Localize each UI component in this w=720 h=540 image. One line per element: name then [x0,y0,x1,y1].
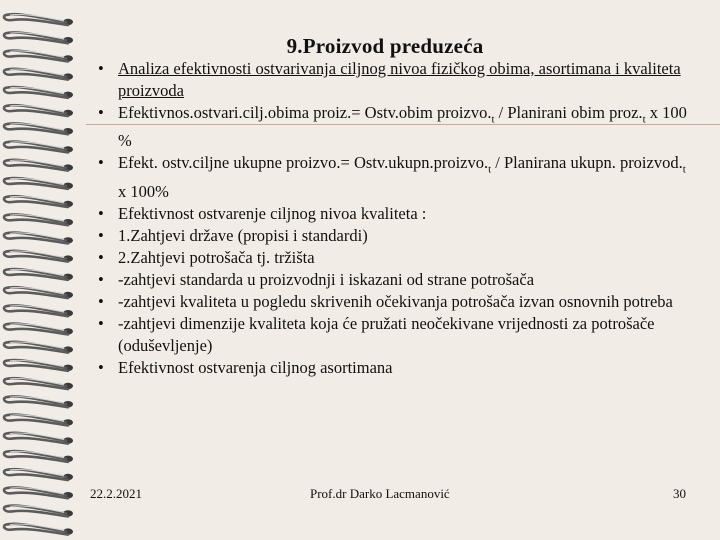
bullet-item [98,247,698,269]
bullet-dot: • [98,248,104,268]
binding-ring [4,360,73,371]
bullet-text: -zahtjevi standarda u proizvodnji i iskazani od strane potrošača [118,270,535,290]
bullet-text: Efekt. ostv.ciljne ukupne proizvo.= Ostv.ukupn.proizvo. [118,153,489,173]
subscript-t: t [491,112,495,125]
bullet-text: Efektivnost ostvarenje ciljnog nivoa kvaliteta : [118,204,427,224]
slide-title: 9.Proizvod preduzeća [286,34,484,58]
bullet-item [98,58,698,101]
bullet-item [98,269,698,291]
footer-page-number: 30 [673,486,686,501]
binding-ring [4,160,73,171]
bullet-item [98,357,698,379]
binding-ring [4,105,73,116]
bullet-item [98,203,698,225]
binding-ring [4,324,73,335]
bullet-dot: • [98,292,104,312]
bullet-item [98,291,698,313]
bullet-dot: • [98,59,104,78]
binding-ring [4,506,73,517]
bullet-text: 2.Zahtjevi potrošača tj. tržišta [118,248,315,268]
subscript-t: t [682,163,686,176]
binding-ring [4,142,73,153]
binding-ring [4,433,73,444]
binding-ring [4,178,73,189]
binding-ring [4,32,73,43]
bullet-dot: • [98,270,104,290]
subscript-t: t [642,112,646,125]
spiral-binding [0,0,82,540]
bullet-item [98,313,698,356]
bullet-text: Efektivnost ostvarenja ciljnog asortimana [118,357,393,377]
bullet-item [98,152,698,202]
bullet-dot: • [98,314,104,334]
binding-ring [4,233,73,244]
bullet-text: x 100% [118,182,169,202]
binding-ring [4,415,73,426]
bullet-text: Efektivnos.ostvari.cilj.obima proiz.= Ostv.obim proizvo. [118,102,492,122]
bullet-text: Analiza efektivnosti ostvarivanja ciljnog nivoa fizičkog obima, asortimana i kvaliteta proizvoda [118,59,681,100]
binding-ring [4,378,73,389]
subscript-t: t [488,163,492,176]
binding-ring [4,396,73,407]
bullet-item [98,102,698,152]
bullet-text: 1.Zahtjevi države (propisi i standardi) [118,226,368,246]
bullet-list [98,58,698,379]
binding-ring [4,196,73,207]
bullet-dot: • [98,102,104,122]
binding-ring [4,305,73,316]
binding-ring [4,287,73,298]
bullet-dot: • [98,204,104,224]
binding-ring [4,87,73,98]
binding-ring [4,524,73,535]
binding-ring [4,251,73,262]
footer-date: 22.2.2021 [90,486,142,501]
binding-ring [4,451,73,462]
bullet-text: x 100 % [118,102,687,151]
binding-ring [4,269,73,280]
binding-ring [4,342,73,353]
binding-ring [4,487,73,498]
binding-ring [4,469,73,480]
bullet-text: -zahtjevi dimenzije kvaliteta koja će pružati neočekivane vrijednosti za potrošače (oduševljenje) [118,314,655,355]
binding-ring [4,214,73,225]
bullet-text: / Planirani obim proz. [494,102,643,122]
binding-ring [4,51,73,62]
bullet-dot: • [98,226,104,246]
bullet-text: -zahtjevi kvaliteta u pogledu skrivenih očekivanja potrošača izvan osnovnih potreba [118,292,673,312]
binding-ring [4,123,73,134]
bullet-text: / Planirana ukupn. proizvod. [491,153,683,173]
footer-author: Prof.dr Darko Lacmanović [310,486,450,501]
bullet-dot: • [98,153,104,173]
binding-ring [4,69,73,80]
binding-ring [4,14,73,25]
bullet-item [98,225,698,247]
bullet-dot: • [98,357,104,377]
